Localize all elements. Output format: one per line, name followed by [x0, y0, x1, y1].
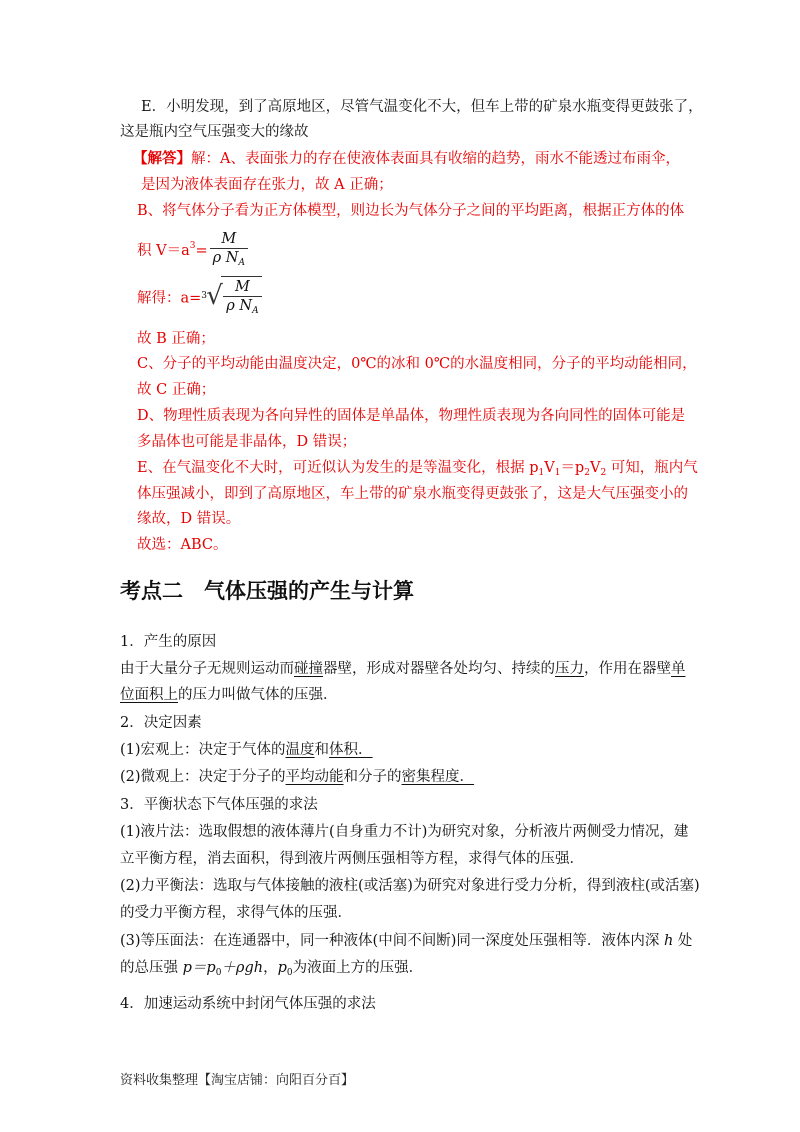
answer-e-line1: [137, 458, 698, 483]
root-fraction-numerator: M: [223, 278, 261, 297]
p3-l6-b: ，: [263, 960, 278, 976]
p1-l1-u1: 碰撞: [294, 661, 323, 677]
answer-e-line3: 缘故，D 错误。: [137, 511, 241, 527]
p2-title: 2．决定因素: [120, 715, 202, 731]
p3-l6-formula: p＝p: [182, 960, 216, 976]
root-fraction: [223, 278, 261, 320]
answer-b-volume-formula: [137, 226, 248, 266]
p3-l5-a: (3)等压面法：在连通器中，同一种液体(中间不间断)同一深度处压强相等．液体内深: [120, 933, 664, 949]
p1-l1-u3: 单: [671, 661, 686, 677]
p2-l2-a: (2)微观上：决定于分子的: [120, 769, 286, 785]
volume-exponent: 3: [189, 241, 196, 251]
answer-e-line2: 体压强减小，即到了高原地区，车上带的矿泉水瓶变得更鼓张了，这是大气压强变小的: [137, 486, 688, 502]
question-e-line2: 这是瓶内空气压强变大的缘故: [120, 124, 309, 140]
answer-b-solve-formula: [137, 276, 262, 320]
fraction-denominator: [210, 249, 248, 272]
p1-title: 1．产生的原因: [120, 634, 217, 650]
p3-l6-formula2: ＋ρgh: [221, 960, 264, 976]
p3-l6-a: 的总压强: [120, 960, 183, 976]
p3-l6-s1: 0: [286, 968, 293, 978]
radical-sign: √: [206, 281, 223, 311]
e-text-a: E、在气温变化不大时，可近似认为发生的是等温变化，根据 p: [137, 460, 539, 476]
answer-a-text: 解：A、表面张力的存在使液体表面具有收缩的趋势，雨水不能透过布雨伞，: [191, 151, 680, 167]
root-fraction-den-text: ρ N: [226, 298, 253, 314]
p3-l6-s0: 0: [215, 968, 222, 978]
answer-d-line2: 多晶体也可能是非晶体，D 错误；: [137, 434, 357, 450]
section-heading: 考点二 气体压强的产生与计算: [120, 579, 414, 603]
p2-l2-b: 和分子的: [343, 769, 402, 785]
answer-a-line2: 是因为液体表面存在张力，故 A 正确；: [141, 177, 393, 193]
p3-line3: (2)力平衡法：选取与气体接触的液柱(或活塞)为研究对象进行受力分析，得到液柱(或活塞): [120, 878, 700, 894]
answer-b-conclusion: 故 B 正确；: [137, 331, 215, 347]
fraction-numerator: M: [210, 230, 248, 249]
answer-a-line1: [133, 149, 680, 169]
p1-l1-a: 由于大量分子无规则运动而: [120, 661, 294, 677]
fraction-m-over-rho-na: [210, 230, 248, 272]
p2-l2-u2: 密集程度．: [401, 769, 475, 785]
p2-l1-a: (1)宏观上：决定于气体的: [120, 742, 286, 758]
p3-l6-c: 为液面上方的压强．: [292, 960, 424, 976]
fraction-den-sub: A: [238, 258, 245, 268]
e-sub-4: 2: [600, 468, 607, 478]
answer-b-line1: B、将气体分子看为正方体模型，则边长为气体分子之间的平均距离，根据正方体的体: [137, 203, 685, 219]
p2-l1-u1: 温度: [285, 742, 315, 758]
volume-equals: =: [195, 243, 208, 259]
e-text-b: V: [544, 460, 555, 476]
p1-line1: [120, 659, 686, 679]
p3-line6: [120, 958, 423, 983]
p1-l1-c: ，作用在器壁: [584, 661, 671, 677]
volume-prefix: 积 V＝a: [137, 243, 190, 259]
answer-bracket-label: 【解答】: [133, 150, 191, 167]
p2-line1: [120, 740, 373, 760]
answer-d-line1: D、物理性质表现为各向异性的固体是单晶体，物理性质表现为各向同性的固体可能是: [137, 408, 686, 424]
solve-prefix: 解得：a=: [137, 290, 202, 307]
p3-l5-h: h: [663, 933, 674, 949]
root-fraction-den-sub: A: [252, 306, 259, 316]
e-sub-2: 1: [554, 468, 561, 478]
p4-title: 4．加速运动系统中封闭气体压强的求法: [120, 996, 376, 1012]
fraction-den-text: ρ N: [212, 250, 239, 266]
p3-l5-b: 处: [673, 933, 693, 949]
answer-c-line1: C、分子的平均动能由温度决定，0℃的冰和 0℃的水温度相同，分子的平均动能相同，: [137, 356, 697, 372]
p3-line5: [120, 931, 692, 951]
e-text-d: V: [589, 460, 601, 476]
root-fraction-denominator: [223, 297, 261, 320]
p2-l1-u2: 体积．: [329, 742, 373, 758]
p1-l1-b: 器壁，形成对器壁各处均匀、持续的: [323, 661, 555, 677]
p3-line2: 立平衡方程，消去面积，得到液片两侧压强相等方程，求得气体的压强．: [120, 851, 584, 867]
cube-root: [201, 276, 261, 321]
p1-l1-u2: 压力: [555, 661, 584, 677]
root-index: 3: [201, 291, 208, 301]
e-sub-1: 1: [538, 468, 545, 478]
p1-line2: [120, 685, 338, 705]
p1-l2-b: 的压力叫做气体的压强．: [178, 687, 338, 703]
question-e-line1: E．小明发现，到了高原地区，尽管气温变化不大，但车上带的矿泉水瓶变得更鼓张了，: [141, 99, 703, 115]
p3-line1: (1)液片法：选取假想的液体薄片(自身重力不计)为研究对象，分析液片两侧受力情况，建: [120, 824, 689, 840]
p1-l2-u: 位面积上: [120, 687, 178, 703]
p3-line4: 的受力平衡方程，求得气体的压强．: [120, 905, 352, 921]
p2-line2: [120, 767, 474, 787]
p2-l1-b: 和: [314, 742, 330, 758]
p2-l2-u1: 平均动能: [285, 769, 344, 785]
p3-title: 3．平衡状态下气体压强的求法: [120, 797, 318, 813]
answer-choice: 故选：ABC。: [137, 537, 228, 553]
answer-c-line2: 故 C 正确；: [137, 382, 216, 398]
e-text-e: 可知，瓶内气: [606, 460, 698, 476]
footer-text: 资料收集整理【淘宝店铺：向阳百分百】: [120, 1073, 355, 1088]
e-text-c: ＝p: [560, 460, 585, 476]
e-sub-3: 2: [584, 468, 590, 478]
p3-l6-p0: p: [277, 960, 287, 976]
